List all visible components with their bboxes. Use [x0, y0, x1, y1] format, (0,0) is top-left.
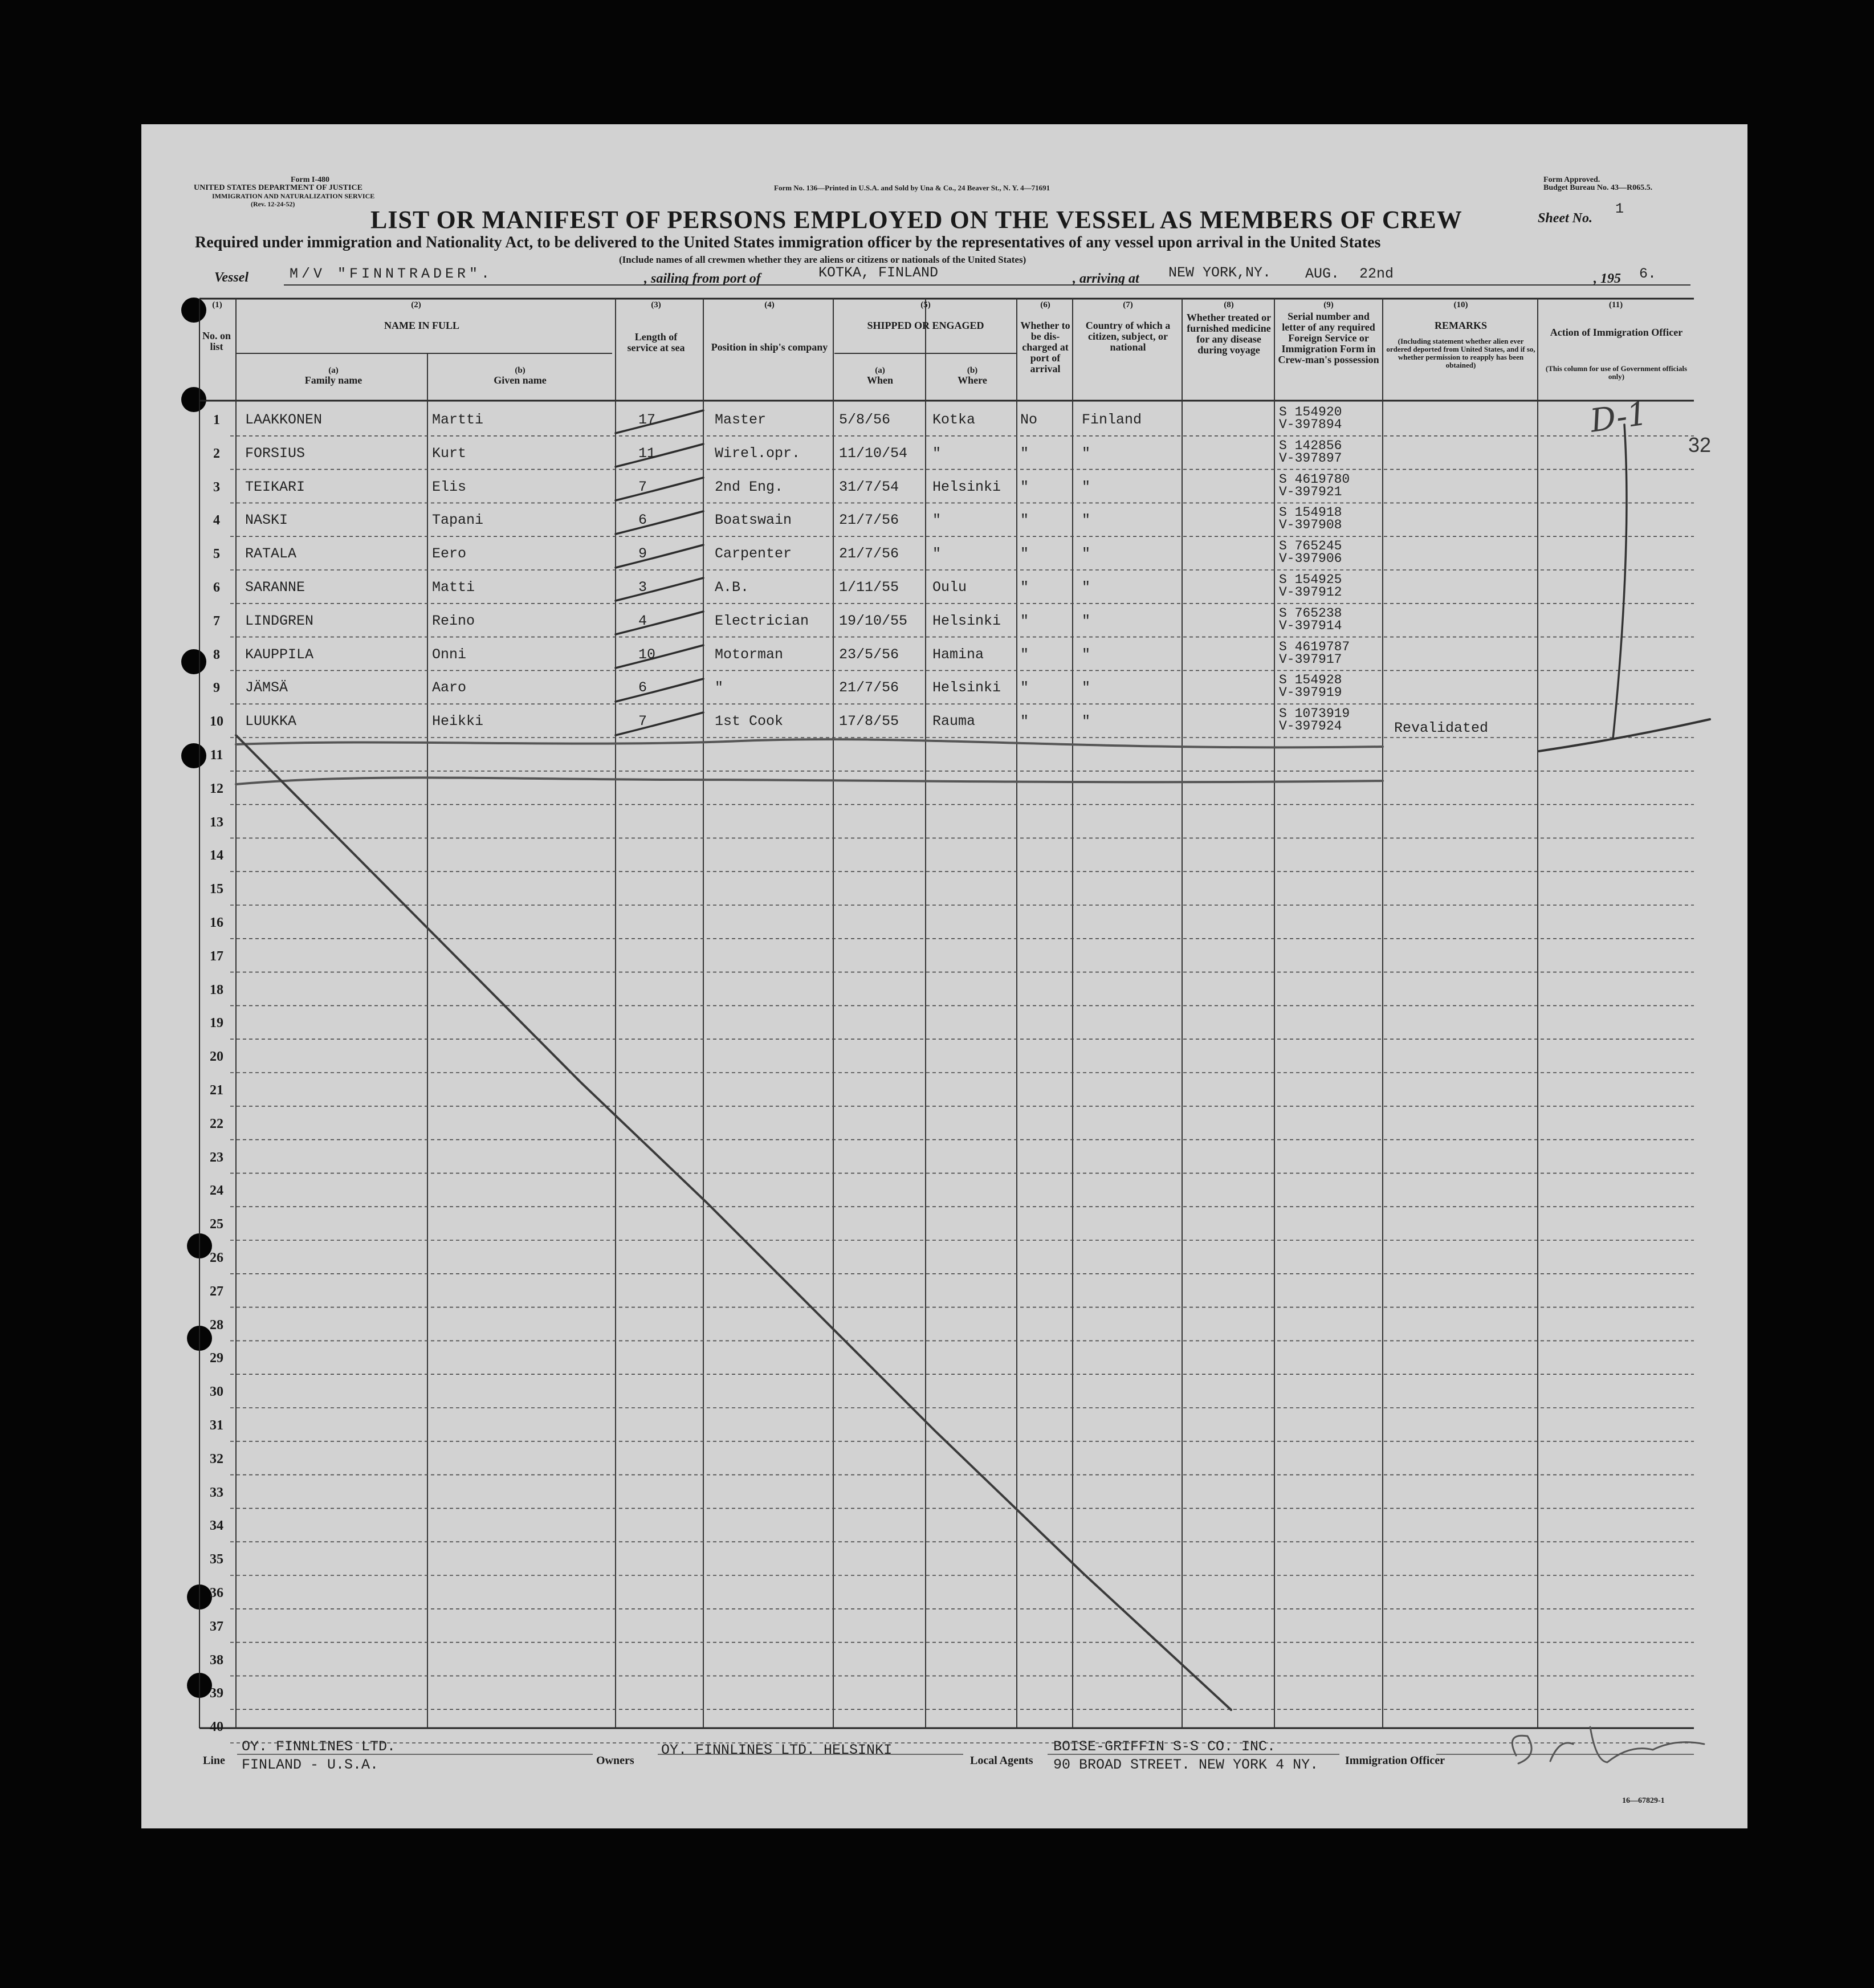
line-route: FINLAND - U.S.A. — [242, 1757, 379, 1773]
service-check-mark — [616, 679, 703, 702]
row-number: 35 — [210, 1552, 223, 1567]
col-given-header: Given name — [494, 374, 547, 386]
crew-serial-s: S 4619780 — [1279, 471, 1350, 487]
form-code: 16—67829-1 — [1622, 1796, 1665, 1805]
crew-serial-v: V-397924 — [1279, 719, 1342, 734]
col-no-header: No. on list — [202, 330, 231, 352]
crew-serial-s: S 1073919 — [1279, 706, 1350, 722]
col-shipped-header: SHIPPED OR ENGAGED — [867, 320, 984, 331]
arriving-label: , arriving at — [1073, 271, 1139, 286]
crew-when: 31/7/54 — [839, 478, 899, 495]
crew-serial-s: S 4619787 — [1279, 639, 1350, 654]
row-number: 18 — [210, 982, 223, 997]
crew-serial-v: V-397914 — [1279, 618, 1342, 633]
crew-discharged: " — [1020, 478, 1029, 495]
crew-where: " — [932, 445, 942, 462]
crew-discharged: No — [1020, 412, 1038, 428]
crew-where: Helsinki — [932, 679, 1001, 696]
row-number: 37 — [210, 1619, 223, 1634]
crew-service: 9 — [638, 545, 647, 563]
service-check-mark — [616, 578, 703, 601]
service: IMMIGRATION AND NATURALIZATION SERVICE — [212, 192, 375, 200]
row-number: 27 — [210, 1284, 223, 1299]
crew-serial-v: V-397917 — [1279, 651, 1342, 667]
crew-position: Wirel.opr. — [715, 445, 801, 462]
sheet-label: Sheet No. — [1538, 211, 1592, 226]
crew-position: Motorman — [715, 646, 784, 663]
crew-serial-s: S 154925 — [1279, 572, 1342, 587]
crew-when: 5/8/56 — [839, 412, 891, 428]
cancel-wave — [236, 777, 1383, 784]
crew-family: RATALA — [245, 545, 297, 563]
col-where-header: Where — [958, 374, 987, 386]
crew-serial-v: V-397897 — [1279, 450, 1342, 466]
row-number: 33 — [210, 1485, 223, 1500]
line-company: OY. FINNLINES LTD. — [242, 1738, 396, 1755]
crew-family: LUUKKA — [245, 713, 297, 730]
crew-where: Helsinki — [932, 612, 1001, 629]
agents-label: Local Agents — [970, 1754, 1033, 1767]
service-check-mark — [616, 712, 703, 735]
crew-when: 17/8/55 — [839, 713, 899, 730]
crew-discharged: " — [1020, 713, 1029, 730]
crew-country: " — [1082, 612, 1091, 629]
col-9-number: (9) — [1323, 300, 1334, 309]
row-number: 28 — [210, 1317, 223, 1333]
row-number: 7 — [213, 613, 220, 629]
row-number: 23 — [210, 1150, 223, 1165]
form-approved: Form Approved. — [1543, 176, 1600, 184]
col-11-number: (11) — [1608, 300, 1623, 309]
line-label: Line — [203, 1754, 225, 1767]
col-3-number: (3) — [651, 300, 661, 309]
crew-family: LAAKKONEN — [245, 412, 323, 428]
year-label: , 195 — [1594, 271, 1621, 286]
crew-given: Matti — [432, 579, 475, 596]
col-remarks-note: (Including statement whether alien ever ordered deported from United States, and if so, whether permission to reapply has been obtained) — [1386, 337, 1535, 369]
cancel-wave — [236, 739, 1383, 747]
col-action-header: Action of Immigration Officer — [1550, 327, 1683, 338]
crew-discharged: " — [1020, 512, 1029, 529]
crew-serial-s: S 765245 — [1279, 539, 1342, 554]
vessel-label: Vessel — [214, 270, 248, 285]
vessel-name: M/V "FINNTRADER". — [290, 266, 494, 282]
row-number: 16 — [210, 915, 223, 930]
row-number: 29 — [210, 1351, 223, 1366]
crew-family: KAUPPILA — [245, 646, 314, 663]
crew-discharged: " — [1020, 445, 1029, 462]
crew-position: " — [715, 679, 724, 696]
crew-serial-v: V-397908 — [1279, 518, 1342, 533]
crew-position: A.B. — [715, 579, 749, 596]
crew-where: Kotka — [932, 412, 976, 428]
crew-serial-v: V-397894 — [1279, 417, 1342, 432]
col-treated-header: Whether treated or furnished medicine for any disease during voyage — [1186, 312, 1272, 356]
crew-country: " — [1082, 545, 1091, 563]
row-number: 3 — [213, 479, 220, 495]
crew-when: 21/7/56 — [839, 512, 899, 529]
crew-discharged: " — [1020, 545, 1029, 563]
crew-discharged: " — [1020, 579, 1029, 596]
row-number: 19 — [210, 1016, 223, 1031]
row-number: 1 — [213, 413, 220, 427]
row-number: 25 — [210, 1217, 223, 1232]
crew-service: 17 — [638, 412, 656, 428]
col-2-number: (2) — [411, 300, 421, 309]
crew-where: Hamina — [932, 646, 984, 663]
crew-family: TEIKARI — [245, 478, 305, 495]
row-number: 22 — [210, 1116, 223, 1131]
crew-serial-v: V-397912 — [1279, 585, 1342, 600]
row-number: 20 — [210, 1049, 223, 1065]
row-number: 34 — [210, 1518, 223, 1534]
col-when-header: When — [866, 374, 893, 386]
crew-where: Helsinki — [932, 478, 1001, 495]
service-check-mark — [616, 545, 703, 568]
row-number: 30 — [210, 1384, 223, 1400]
include-note: (Include names of all crewmen whether they are aliens or citizens or nationals of the United States) — [619, 254, 1026, 265]
crew-serial-s: S 154918 — [1279, 505, 1342, 520]
crew-when: 21/7/56 — [839, 545, 899, 563]
agents-name: BOISE-GRIFFIN S-S CO. INC. — [1053, 1738, 1276, 1755]
crew-country: " — [1082, 478, 1091, 495]
crew-position: Boatswain — [715, 512, 792, 529]
officer-label: Immigration Officer — [1345, 1754, 1445, 1767]
col-8-number: (8) — [1224, 300, 1234, 309]
crew-serial-s: S 142856 — [1279, 438, 1342, 453]
col-1-number: (1) — [212, 300, 222, 309]
crew-service: 4 — [638, 612, 647, 629]
form-number: Form I-480 — [291, 176, 330, 184]
crew-service: 6 — [638, 679, 647, 696]
page-number-mark: 32 — [1688, 433, 1712, 457]
crew-service: 7 — [638, 478, 647, 495]
crew-where: " — [932, 512, 942, 529]
sheet-number: 1 — [1615, 201, 1624, 217]
col-6-number: (6) — [1040, 300, 1050, 309]
officer-bracket — [1539, 719, 1710, 751]
crew-remarks: Revalidated — [1394, 720, 1489, 737]
crew-family: NASKI — [245, 512, 288, 529]
row-number: 39 — [210, 1686, 223, 1701]
agents-address: 90 BROAD STREET. NEW YORK 4 NY. — [1053, 1757, 1319, 1773]
subtitle: Required under immigration and Nationality Act, to be delivered to the United States immigration officer by the representatives of any vessel upon arrival in the United States — [195, 234, 1381, 251]
owners-value: OY. FINNLINES LTD. HELSINKI — [661, 1742, 893, 1758]
row-number: 11 — [210, 748, 223, 763]
service-check-mark — [616, 478, 703, 500]
crew-given: Eero — [432, 545, 467, 563]
crew-when: 23/5/56 — [839, 646, 899, 663]
crew-service: 7 — [638, 713, 647, 730]
col-2b-label: (b) — [515, 366, 525, 375]
crew-service: 6 — [638, 512, 647, 529]
officer-handwritten-mark: D-1 — [1587, 395, 1650, 440]
row-number: 15 — [210, 882, 223, 897]
crew-country: " — [1082, 579, 1091, 596]
budget-number: Budget Bureau No. 43—R065.5. — [1543, 184, 1653, 192]
service-check-mark — [616, 612, 703, 634]
revision: (Rev. 12-24-52) — [251, 200, 295, 208]
crew-given: Aaro — [432, 679, 467, 696]
crew-when: 11/10/54 — [839, 445, 908, 462]
crew-serial-s: S 154928 — [1279, 673, 1342, 688]
crew-serial-v: V-397921 — [1279, 484, 1342, 499]
printer-note: Form No. 136—Printed in U.S.A. and Sold by Una & Co., 24 Beaver St., N. Y. 4—71691 — [774, 184, 1050, 192]
crew-country: " — [1082, 445, 1091, 462]
diagonal-cancel-line — [236, 735, 1231, 1710]
row-number: 36 — [210, 1586, 223, 1600]
col-family-header: Family name — [304, 374, 362, 386]
officer-bracket — [1613, 425, 1627, 739]
arriving-port: NEW YORK,NY. — [1168, 264, 1272, 281]
crew-serial-s: S 154920 — [1279, 405, 1342, 419]
crew-position: Carpenter — [715, 545, 792, 563]
sailing-label: , sailing from port of — [644, 271, 761, 286]
row-number: 40 — [210, 1720, 223, 1735]
crew-service: 11 — [638, 445, 656, 462]
crew-country: Finland — [1082, 412, 1142, 428]
col-7-number: (7) — [1123, 300, 1133, 309]
crew-family: FORSIUS — [245, 445, 305, 462]
service-check-mark — [616, 645, 703, 668]
owners-label: Owners — [596, 1754, 634, 1767]
crew-country: " — [1082, 679, 1091, 696]
row-number: 5 — [213, 547, 220, 562]
col-service-header: Length of service at sea — [627, 331, 685, 353]
col-remarks-header: REMARKS — [1434, 320, 1487, 331]
crew-family: LINDGREN — [245, 612, 314, 629]
crew-position: Electrician — [715, 612, 809, 629]
crew-country: " — [1082, 512, 1091, 529]
department: UNITED STATES DEPARTMENT OF JUSTICE — [194, 184, 362, 192]
row-number: 12 — [210, 781, 223, 796]
crew-given: Kurt — [432, 445, 467, 462]
crew-country: " — [1082, 713, 1091, 730]
crew-discharged: " — [1020, 679, 1029, 696]
crew-family: SARANNE — [245, 579, 305, 596]
col-name-header: NAME IN FULL — [384, 320, 459, 331]
crew-discharged: " — [1020, 612, 1029, 629]
col-5b-label: (b) — [967, 366, 978, 375]
crew-where: " — [932, 545, 942, 563]
col-4-number: (4) — [764, 300, 775, 309]
row-number: 13 — [210, 814, 223, 830]
col-action-note: (This column for use of Government officials only) — [1545, 364, 1688, 381]
crew-discharged: " — [1020, 646, 1029, 663]
row-number: 26 — [210, 1250, 223, 1265]
page-title: LIST OR MANIFEST OF PERSONS EMPLOYED ON THE VESSEL AS MEMBERS OF CREW — [370, 206, 1462, 234]
service-check-mark — [616, 410, 703, 433]
col-5a-label: (a) — [875, 366, 885, 375]
crew-when: 1/11/55 — [839, 579, 899, 596]
col-10-number: (10) — [1453, 300, 1468, 309]
crew-given: Martti — [432, 412, 484, 428]
col-2a-label: (a) — [328, 366, 339, 375]
crew-when: 21/7/56 — [839, 679, 899, 696]
officer-signature — [1512, 1727, 1704, 1763]
crew-country: " — [1082, 646, 1091, 663]
col-position-header: Position in ship's company — [711, 341, 828, 353]
row-number: 10 — [210, 714, 223, 730]
crew-where: Rauma — [932, 713, 976, 730]
crew-given: Onni — [432, 646, 467, 663]
crew-given: Reino — [432, 612, 475, 629]
arrival-date: AUG. 22nd — [1305, 266, 1394, 282]
col-discharged-header: Whether to be dis-charged at port of arrival — [1020, 320, 1070, 374]
row-number: 38 — [210, 1652, 223, 1668]
crew-given: Tapani — [432, 512, 484, 529]
row-number: 4 — [213, 513, 220, 528]
col-country-header: Country of which a citizen, subject, or national — [1085, 320, 1171, 353]
row-number: 32 — [210, 1451, 223, 1466]
service-check-mark — [616, 444, 703, 467]
row-number: 9 — [213, 681, 220, 696]
crew-given: Elis — [432, 478, 467, 495]
row-number: 14 — [210, 848, 223, 863]
col-serial-header: Serial number and letter of any required Foreign Service or Immigration Form in Crew-man's possession — [1278, 311, 1379, 365]
crew-service: 3 — [638, 579, 647, 596]
crew-where: Oulu — [932, 579, 967, 596]
crew-family: JÄMSÄ — [245, 679, 288, 696]
row-number: 6 — [213, 580, 220, 595]
sailing-port: KOTKA, FINLAND — [818, 264, 939, 281]
row-number: 2 — [213, 446, 220, 461]
crew-when: 19/10/55 — [839, 612, 908, 629]
crew-service: 10 — [638, 646, 656, 663]
crew-position: 2nd Eng. — [715, 478, 784, 495]
year-digit: 6. — [1639, 266, 1657, 282]
service-check-mark — [616, 511, 703, 534]
crew-serial-v: V-397906 — [1279, 551, 1342, 567]
col-5-number: (5) — [920, 300, 931, 309]
crew-position: 1st Cook — [715, 713, 784, 730]
crew-serial-v: V-397919 — [1279, 685, 1342, 700]
crew-serial-s: S 765238 — [1279, 605, 1342, 621]
row-number: 21 — [210, 1083, 223, 1098]
crew-given: Heikki — [432, 713, 484, 730]
row-number: 24 — [210, 1183, 223, 1199]
row-number: 31 — [210, 1418, 223, 1433]
crew-position: Master — [715, 412, 767, 428]
row-number: 17 — [210, 948, 223, 964]
row-number: 8 — [213, 647, 220, 662]
